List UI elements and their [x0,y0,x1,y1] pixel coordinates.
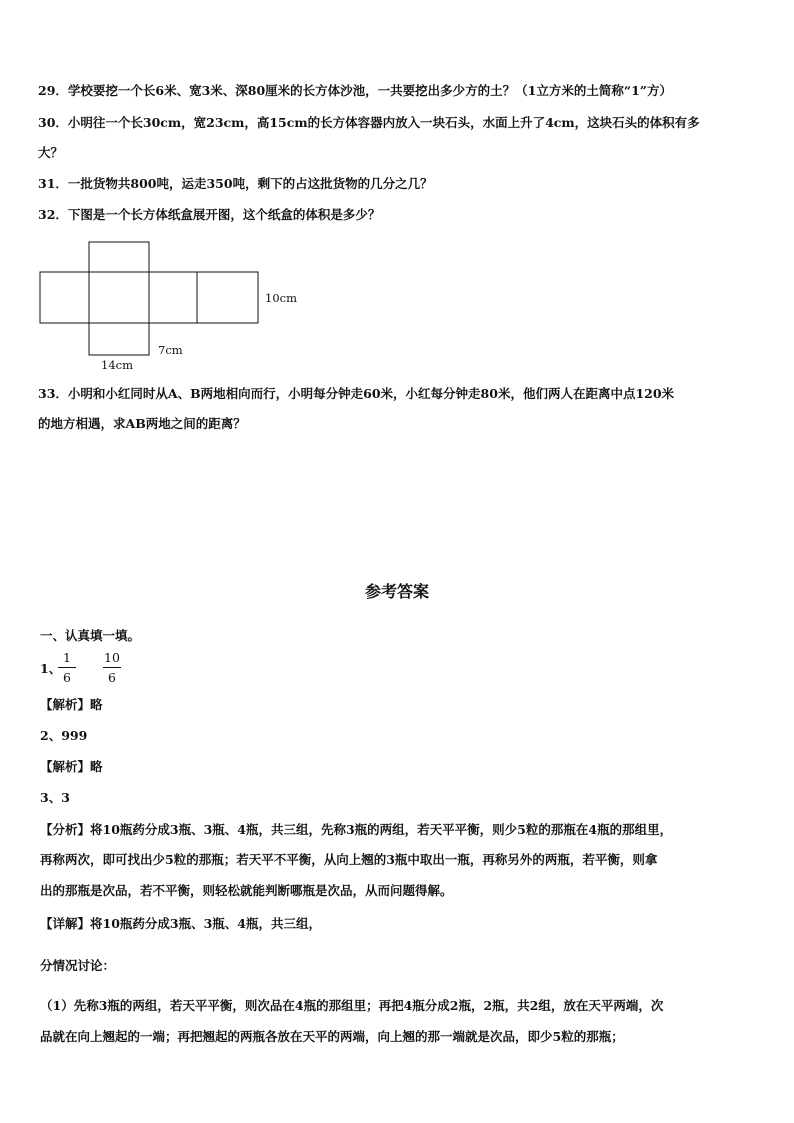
answer-1-fraction-1 [55,650,79,685]
fraction-1-numerator: 1 [63,650,71,665]
answer-3-analysis-line-2: 再称两次，即可找出少5粒的那瓶；若天平不平衡，从向上翘的3瓶中取出一瓶，再称另外的两瓶，若平衡，则拿 [40,852,658,867]
net-right-face [149,272,197,323]
label-10cm: 10cm [265,291,297,305]
fraction-1-bar [58,667,76,668]
answer-3-analysis-line-1: 【分析】将10瓶药分成3瓶、3瓶、4瓶，共三组，先称3瓶的两组，若天平平衡，则少5粒的那瓶在4瓶的那组里， [40,822,673,837]
answer-1-fraction-2 [100,650,124,685]
question-30-line-2: 大？ [38,145,64,160]
answer-2-note: 【解析】略 [40,759,103,774]
fraction-2-bar [103,667,121,668]
question-30-line-1: 30．小明往一个长30cm，宽23cm，高15cm的长方体容器内放入一块石头，水面上升了4cm，这块石头的体积有多 [38,115,700,130]
net-bottom-face [89,323,149,355]
fraction-2-numerator: 10 [104,650,120,665]
answer-1-note: 【解析】略 [40,697,103,712]
question-33-line-1: 33．小明和小红同时从A、B两地相向而行，小明每分钟走60米，小红每分钟走80米，他们两人在距离中点120米 [38,386,675,401]
net-front-face [89,272,149,323]
answer-3-case-1-line-2: 品就在向上翘起的一端；再把翘起的两瓶各放在天平的两端，向上翘的那一端就是次品，即少5粒的那瓶； [40,1029,624,1044]
answer-1-prefix: 1、 [40,661,62,676]
answer-3-case-1-line-1: （1）先称3瓶的两组，若天平平衡，则次品在4瓶的那组里；再把4瓶分成2瓶，2瓶，共2组，放在天平两端，次 [40,998,664,1013]
answer-3: 3、3 [40,790,70,805]
section-1-heading: 一、认真填一填。 [40,628,141,643]
question-32: 32．下图是一个长方体纸盒展开图，这个纸盒的体积是多少？ [38,207,381,222]
label-14cm: 14cm [101,358,133,372]
label-7cm: 7cm [158,343,183,357]
answer-2: 2、999 [40,728,88,743]
question-31: 31．一批货物共800吨，运走350吨，剩下的占这批货物的几分之几？ [38,176,433,191]
fraction-2-denominator: 6 [108,670,116,685]
net-left-face [40,272,89,323]
box-net-figure [0,0,794,380]
question-29: 29．学校要挖一个长6米、宽3米、深80厘米的长方体沙池，一共要挖出多少方的土？（1立方米的土简称“1”方） [38,83,672,98]
answer-3-detail: 【详解】将10瓶药分成3瓶、3瓶、4瓶，共三组， [40,916,321,931]
question-33-line-2: 的地方相遇，求AB两地之间的距离？ [38,416,246,431]
answer-3-cases: 分情况讨论： [40,958,116,973]
answers-title: 参考答案 [364,582,429,601]
net-top-face [89,242,149,272]
answer-3-analysis-line-3: 出的那瓶是次品，若不平衡，则轻松就能判断哪瓶是次品，从而问题得解。 [40,883,453,898]
net-back-face [197,272,258,323]
fraction-1-denominator: 6 [63,670,71,685]
